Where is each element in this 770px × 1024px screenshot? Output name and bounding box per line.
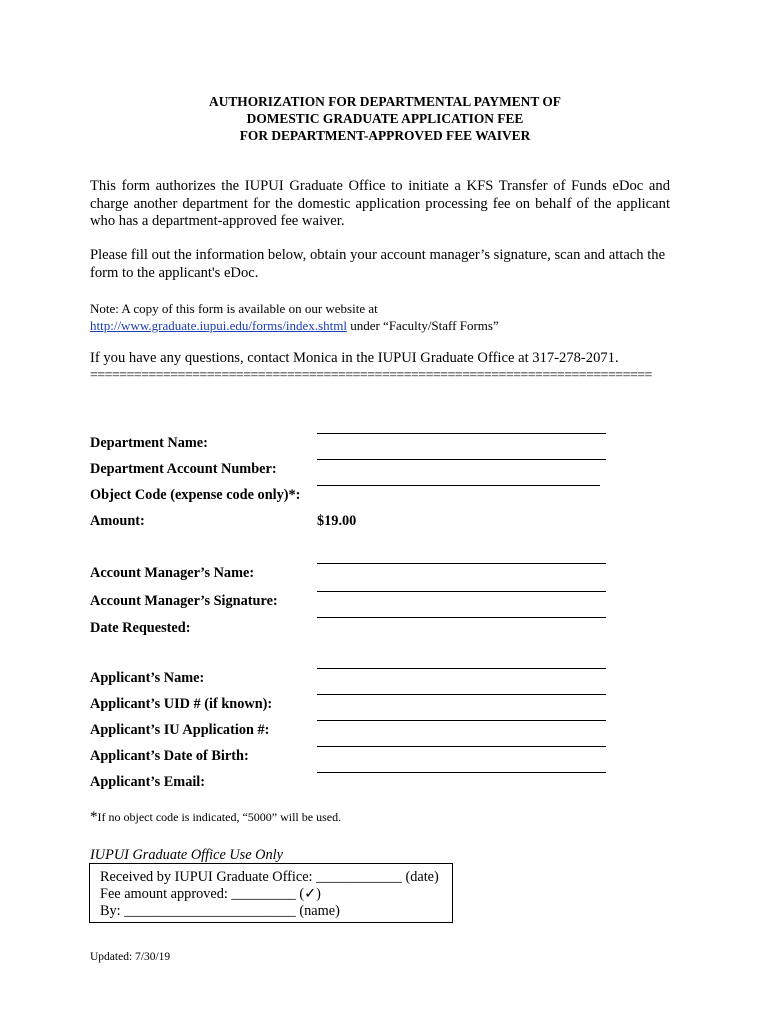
applicant-email-field[interactable] <box>317 772 606 773</box>
applicant-application-field[interactable] <box>317 720 606 721</box>
footnote-star: * <box>90 809 98 825</box>
document-title <box>90 93 680 144</box>
applicant-uid-field[interactable] <box>317 694 606 695</box>
forms-link[interactable]: http://www.graduate.iupui.edu/forms/index.shtml <box>90 318 347 333</box>
title-line-2: DOMESTIC GRADUATE APPLICATION FEE <box>246 111 524 126</box>
website-note <box>90 300 670 334</box>
contact-info: If you have any questions, contact Monica in the IUPUI Graduate Office at 317-278-2071. <box>90 350 619 366</box>
department-name-label: Department Name: <box>90 435 208 451</box>
intro-paragraph-1: This form authorizes the IUPUI Graduate Office to initiate a KFS Transfer of Funds eDoc and charge another department for the domestic application processing fee on behalf of the applicant who has a department-approved fee waiver. <box>90 178 670 229</box>
office-fee-approved-line: Fee amount approved: _________ (✓) <box>100 886 321 902</box>
date-requested-label: Date Requested: <box>90 620 191 636</box>
note-line-2 <box>90 317 670 334</box>
amount-label: Amount: <box>90 513 145 529</box>
amount-value: $19.00 <box>317 513 357 529</box>
account-manager-signature-field[interactable] <box>317 591 606 592</box>
applicant-application-label: Applicant’s IU Application #: <box>90 722 270 738</box>
applicant-name-field[interactable] <box>317 668 606 669</box>
separator-line: ============================================================================= <box>90 368 652 383</box>
note-line-1: Note: A copy of this form is available on our website at <box>90 301 378 316</box>
applicant-dob-label: Applicant’s Date of Birth: <box>90 748 249 764</box>
office-received-line: Received by IUPUI Graduate Office: ____________ (date) <box>100 869 439 885</box>
office-by-line: By: ________________________ (name) <box>100 903 340 919</box>
department-account-number-label: Department Account Number: <box>90 461 277 477</box>
note-after-link: under “Faculty/Staff Forms” <box>346 318 499 333</box>
footnote-text: If no object code is indicated, “5000” will be used. <box>97 810 342 824</box>
department-name-field[interactable] <box>317 433 606 434</box>
title-line-1: AUTHORIZATION FOR DEPARTMENTAL PAYMENT OF <box>209 94 561 109</box>
object-code-footnote <box>90 808 341 826</box>
object-code-label: Object Code (expense code only)*: <box>90 487 301 503</box>
applicant-email-label: Applicant’s Email: <box>90 774 206 790</box>
title-line-3: FOR DEPARTMENT-APPROVED FEE WAIVER <box>239 128 531 143</box>
applicant-name-label: Applicant’s Name: <box>90 670 205 686</box>
applicant-uid-label: Applicant’s UID # (if known): <box>90 696 273 712</box>
account-manager-signature-label: Account Manager’s Signature: <box>90 593 278 609</box>
date-requested-field[interactable] <box>317 617 606 618</box>
account-manager-name-field[interactable] <box>317 563 606 564</box>
object-code-field[interactable] <box>317 485 600 486</box>
department-account-number-field[interactable] <box>317 459 606 460</box>
updated-date: Updated: 7/30/19 <box>90 951 171 963</box>
office-use-box <box>89 863 453 923</box>
applicant-dob-field[interactable] <box>317 746 606 747</box>
office-use-heading: IUPUI Graduate Office Use Only <box>90 847 283 863</box>
account-manager-name-label: Account Manager’s Name: <box>90 565 255 581</box>
intro-paragraph-2: Please fill out the information below, obtain your account manager’s signature, scan and attach the form to the applicant's eDoc. <box>90 247 666 281</box>
